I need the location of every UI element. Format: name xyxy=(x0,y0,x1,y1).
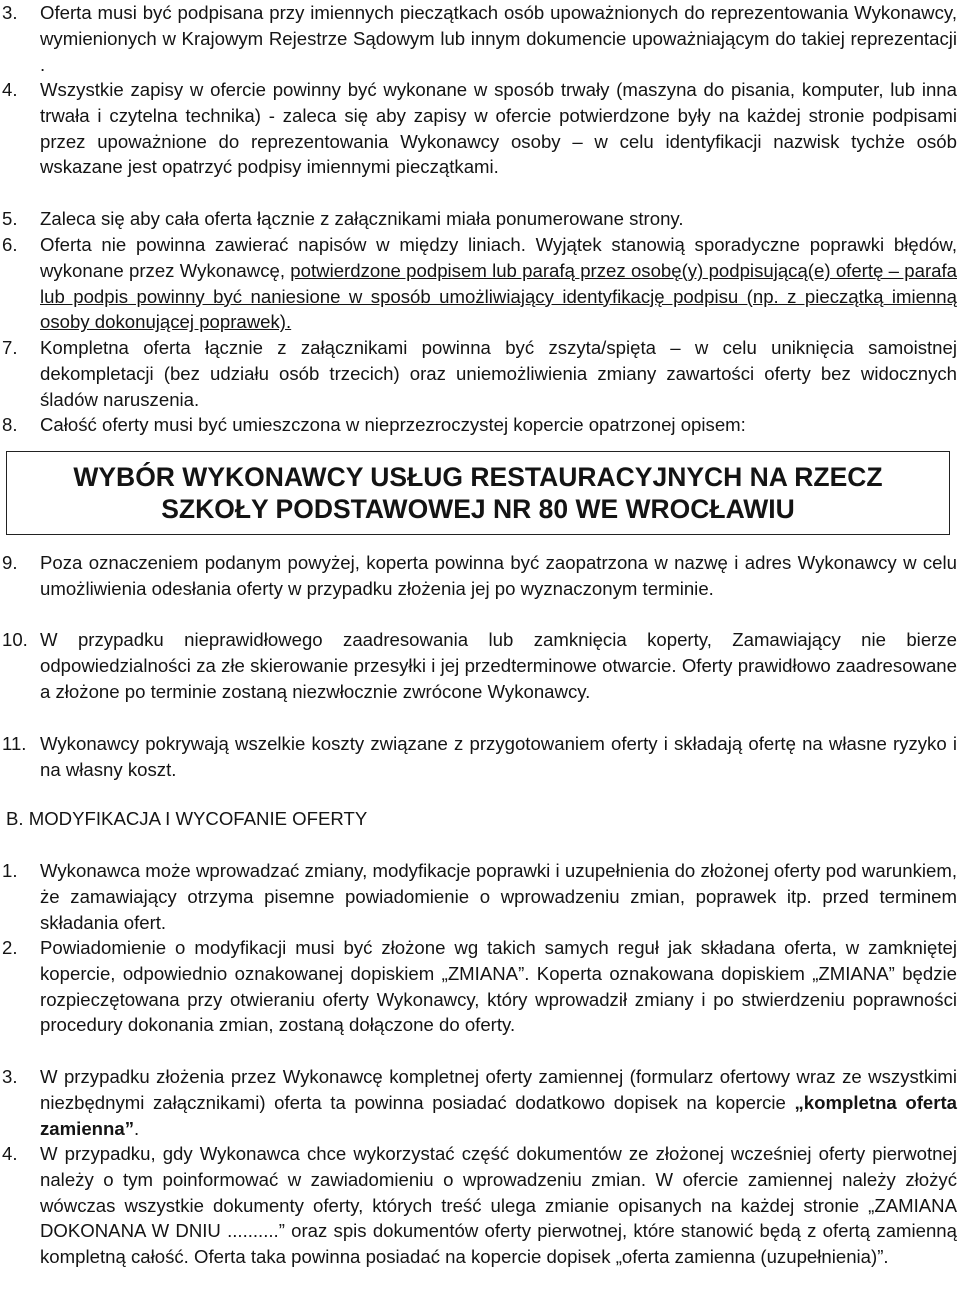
item-text-plain: Oferta nie powinna zawierać napisów w między liniach. Wyjątek stanowią sporadyczne poprawki błędów, wykonane przez Wykonawcę, xyxy=(40,234,957,281)
item-text: Zaleca się aby cała oferta łącznie z załącznikami miała ponumerowane strony. xyxy=(40,208,684,229)
list-item xyxy=(2,412,957,438)
item-text xyxy=(40,1064,957,1141)
list-item xyxy=(2,731,957,783)
item-number: 7. xyxy=(2,337,18,358)
item-text-plain: . xyxy=(134,1117,140,1139)
item-text: Całość oferty musi być umieszczona w nieprzezroczystej kopercie opatrzonej opisem: xyxy=(40,414,746,435)
envelope-label-box xyxy=(6,451,950,535)
item-text: Kompletna oferta łącznie z załącznikami powinna być zszyta/spięta – w celu uniknięcia samoistnej dekompletacji (bez udziału osób trzecich) oraz uniemożliwienia zmiany zawartości oferty bez widocznych śladów naruszenia. xyxy=(40,337,957,410)
list-item xyxy=(2,935,957,1038)
item-text: Powiadomienie o modyfikacji musi być złożone wg takich samych reguł jak składana oferta, w zamkniętej kopercie, odpowiednio oznakowanej dopiskiem „ZMIANA”. Koperta oznakowana dopiskiem „ZMIANA” będzie rozpieczętowana przy otwieraniu oferty Wykonawcy, który wprowadził zmiany i po stwierdzeniu poprawności procedury dokonania zmian, zostaną dołączone do oferty. xyxy=(40,937,957,1036)
item-text-underlined: potwierdzone podpisem lub parafą przez osobę(y) podpisującą(e) ofertę – parafa lub podpis powinny być naniesione w sposób umożliwiający identyfikację podpisu (np. z pieczątką imienną osoby dokonującej poprawek). xyxy=(40,259,957,333)
list-item xyxy=(2,335,957,412)
list-item xyxy=(2,627,957,704)
item-text xyxy=(40,232,957,335)
item-text: Wykonawcy pokrywają wszelkie koszty związane z przygotowaniem oferty i składają ofertę na własne ryzyko i na własny koszt. xyxy=(40,733,957,780)
item-text: Wykonawca może wprowadzać zmiany, modyfikacje poprawki i uzupełnienia do złożonej oferty pod warunkiem, że zamawiający otrzyma pisemne powiadomienie o wprowadzeniu zmian, poprawek itp. przed terminem składania ofert. xyxy=(40,860,957,933)
item-number: 6. xyxy=(2,234,18,255)
section-heading: B. MODYFIKACJA I WYCOFANIE OFERTY xyxy=(6,808,368,829)
list-item xyxy=(2,858,957,935)
list-item xyxy=(2,550,957,602)
item-text-bold: „kompletna oferta zamienna” xyxy=(40,1091,957,1139)
item-number: 5. xyxy=(2,208,18,229)
item-text: W przypadku nieprawidłowego zaadresowania lub zamknięcia koperty, Zamawiający nie bierze odpowiedzialności za złe skierowanie przesyłki i jej przedterminowe otwarcie. Oferty prawidłowo zaadresowane a złożone po terminie zostaną niezwłocznie zwrócone Wykonawcy. xyxy=(40,629,957,702)
item-text-plain: W przypadku złożenia przez Wykonawcę kompletnej oferty zamiennej (formularz ofertowy wraz ze wszystkimi niezbędnymi załącznikami) oferta ta powinna posiadać dodatkowo dopisek na kopercie xyxy=(40,1066,957,1113)
list-item xyxy=(2,0,957,77)
item-number: 8. xyxy=(2,414,18,435)
item-number: 2. xyxy=(2,937,18,958)
item-number: 3. xyxy=(2,2,18,23)
list-item xyxy=(2,232,957,335)
item-number: 1. xyxy=(2,860,18,881)
item-number: 4. xyxy=(2,1143,18,1164)
item-text: Oferta musi być podpisana przy imiennych pieczątkach osób upoważnionych do reprezentowania Wykonawcy, wymienionych w Krajowym Rejestrze Sądowym lub innym dokumencie upoważniającym do takiej reprezentacji . xyxy=(40,2,957,75)
envelope-label-line: WYBÓR WYKONAWCY USŁUG RESTAURACYJNYCH NA RZECZ xyxy=(73,462,883,492)
item-number: 10. xyxy=(2,629,28,650)
item-number: 11. xyxy=(2,733,27,754)
item-number: 9. xyxy=(2,552,18,573)
envelope-label-line: SZKOŁY PODSTAWOWEJ NR 80 WE WROCŁAWIU xyxy=(161,494,795,524)
item-text: Poza oznaczeniem podanym powyżej, koperta powinna być zaopatrzona w nazwę i adres Wykonawcy w celu umożliwienia odesłania oferty w przypadku złożenia jej po wyznaczonym terminie. xyxy=(40,552,957,599)
list-item xyxy=(2,1064,957,1141)
list-item xyxy=(2,77,957,180)
item-number: 4. xyxy=(2,79,18,100)
item-text: Wszystkie zapisy w ofercie powinny być wykonane w sposób trwały (maszyna do pisania, komputer, lub inna trwała i czytelna technika) - zaleca się aby zapisy w ofercie potwierdzone były na każdej stronie podpisami przez upoważnione do reprezentowania Wykonawcy osoby – w celu identyfikacji nazwisk tychże osób wskazane jest opatrzyć podpisy imiennymi pieczątkami. xyxy=(40,79,957,178)
list-item xyxy=(2,206,957,232)
list-item xyxy=(2,1141,957,1270)
item-number: 3. xyxy=(2,1066,18,1087)
item-text: W przypadku, gdy Wykonawca chce wykorzystać część dokumentów ze złożonej wcześniej oferty pierwotnej należy o tym poinformować w zawiadomieniu o wprowadzeniu zmian. W ofercie zamiennej należy złożyć wówczas wszystkie dokumenty oferty, których treść ulega zmianie opisanych na każdej stronie „ZAMIANA DOKONANA W DNIU ..........” oraz spis dokumentów oferty pierwotnej, które stanowić będą z ofertą zamienną kompletną całość. Oferta taka powinna posiadać na kopercie dopisek „oferta zamienna (uzupełnienia)”. xyxy=(40,1143,957,1268)
